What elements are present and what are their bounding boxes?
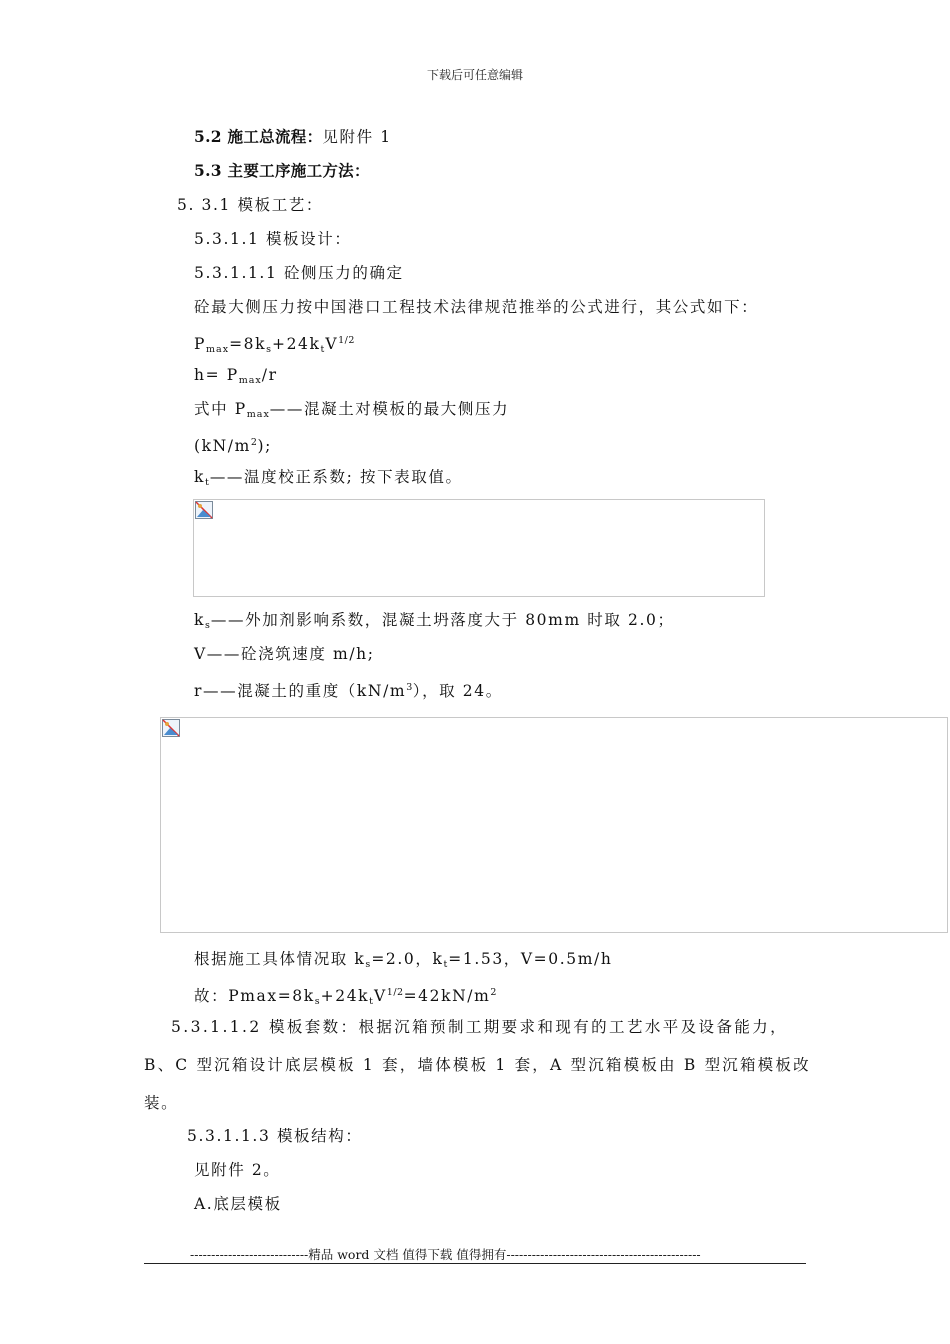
section-5-2	[194, 127, 392, 147]
page-footer: ----------------------------精品 word 文档 值得下载 值得拥有----------------------------------------------	[190, 1247, 701, 1262]
section-5-3-1-1-1: 5.3.1.1.1 砼侧压力的确定	[194, 264, 404, 282]
parameter-values: 根据施工具体情况取 $k_s=2.0$，$k_t=1.53$，V=0.5m/h	[194, 950, 613, 970]
broken-image-icon	[195, 501, 213, 519]
section-5-3-title: 5.3 主要工序施工方法：	[194, 161, 370, 180]
definition-ks: $k_s——$外加剂影响系数，混凝土坍落度大于 80mm 时取 2.0；	[194, 611, 675, 631]
section-5-2-title: 5.2 施工总流程：	[194, 127, 323, 146]
item-a-bottom-formwork: A.底层模板	[194, 1195, 282, 1213]
section-5-2-ref: 见附件 1	[322, 128, 392, 146]
definition-v: V——砼浇筑速度 m/h;	[194, 645, 375, 663]
section-5-3-1: 5. 3.1 模板工艺：	[177, 196, 323, 214]
pmax-result: 故：$Pmax=8k_s+24k_tV^{1/2}=42kN/m^2$	[194, 987, 497, 1007]
formula-intro: 砼最大侧压力按中国港口工程技术法律规范推举的公式进行，其公式如下：	[194, 298, 759, 316]
definition-r: r——混凝土的重度$(kN/m^3)$，取 24。	[194, 682, 503, 700]
footer-divider	[144, 1263, 806, 1264]
page-header: 下载后可任意编辑	[426, 68, 523, 82]
paragraph-5-3-1-1-2-line2: B、C 型沉箱设计底层模板 1 套，墙体模板 1 套，A 型沉箱模板由 B 型沉箱模板改	[144, 1056, 811, 1074]
annex-2-reference: 见附件 2。	[194, 1161, 281, 1179]
paragraph-5-3-1-1-2-line1: 5.3.1.1.2 模板套数：根据沉箱预制工期要求和现有的工艺水平及设备能力，	[171, 1018, 789, 1036]
broken-image-icon	[162, 719, 180, 737]
diagram-image-placeholder	[160, 717, 948, 933]
section-5-3-1-1: 5.3.1.1 模板设计：	[194, 230, 352, 248]
formula-pmax: $P_{max}=8k_s+24k_tV^{1/2}$	[194, 335, 355, 355]
formula-h: $h= P_{max}/r$	[194, 366, 278, 386]
section-5-3-1-1-3: 5.3.1.1.3 模板结构：	[187, 1127, 363, 1145]
definition-kt: $k_t——$温度校正系数; 按下表取值。	[194, 468, 463, 488]
unit-kn-m2: $(kN/m^2)$;	[194, 437, 272, 455]
kt-table-image-placeholder	[193, 499, 765, 597]
definition-pmax: 式中 $P_{max}——$混凝土对模板的最大侧压力	[194, 400, 510, 420]
paragraph-5-3-1-1-2-line3: 装。	[144, 1094, 179, 1112]
